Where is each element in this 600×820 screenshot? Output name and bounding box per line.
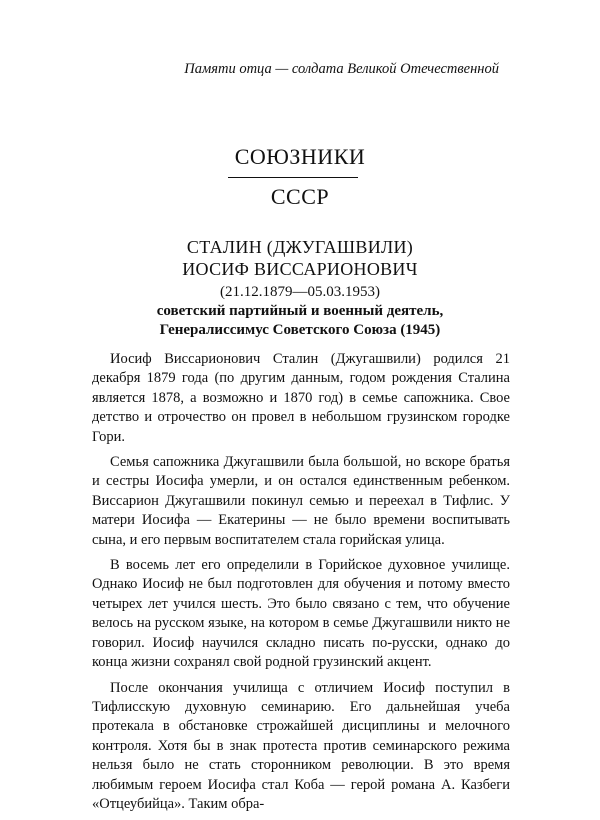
person-name-line-2: ИОСИФ ВИССАРИОНОВИЧ <box>182 259 418 279</box>
epigraph: Памяти отца — солдата Великой Отечественной <box>184 61 499 77</box>
paragraph-1: Иосиф Виссарионович Сталин (Джугашвили) родился 21 декабря 1879 года (по другим данным, годом рождения Сталина является 1878, а возможно и 1870 год) в семье сапожника. Свое детство и отрочество он провел в небольшом грузинском городке Гори. <box>92 351 510 445</box>
person-role-line-2: Генералиссимус Советского Союза (1945) <box>159 322 441 338</box>
part-title: СОЮЗНИКИ <box>234 144 366 169</box>
life-dates: (21.12.1879—05.03.1953) <box>220 284 380 300</box>
paragraph-3: В восемь лет его определили в Горийское духовное училище. Однако Иосиф не был подготовлен для обучения и потому вместо четырех лет учился шесть. Это было связано с тем, что обучение велось на русском языке, на котором в семье Джугашвили никто не говорил. Иосиф научился складно писать по-русски, однако до конца жизни сохранял свой родной грузинский акцент. <box>92 557 510 671</box>
biography-header <box>0 236 600 340</box>
paragraph-2: Семья сапожника Джугашвили была большой, но вскоре братья и сестры Иосифа умерли, и он остался единственным ребенком. Виссарион Джугашвили покинул семью и переехал в Тифлис. У матери Иосифа — Екатерины — не было времени воспитывать сына, и его первым воспитателем стала горийская улица. <box>92 454 510 548</box>
person-name-line-1: СТАЛИН (ДЖУГАШВИЛИ) <box>186 237 414 257</box>
country-heading: СССР <box>270 184 330 209</box>
paragraph-4: После окончания училища с отличием Иосиф поступил в Тифлисскую духовную семинарию. Его дальнейшая учеба протекала в обстановке строжайшей дисциплины и мелочного контроля. Хотя бы в знак протеста против семинарского режима нельзя было не стать сторонником революции. В это время любимым героем Иосифа стал Коба — герой романа А. Казбеги «Отцеубийца». Таким обра- <box>92 679 510 812</box>
person-role-line-1: советский партийный и военный деятель, <box>156 303 444 319</box>
title-divider <box>228 177 358 178</box>
